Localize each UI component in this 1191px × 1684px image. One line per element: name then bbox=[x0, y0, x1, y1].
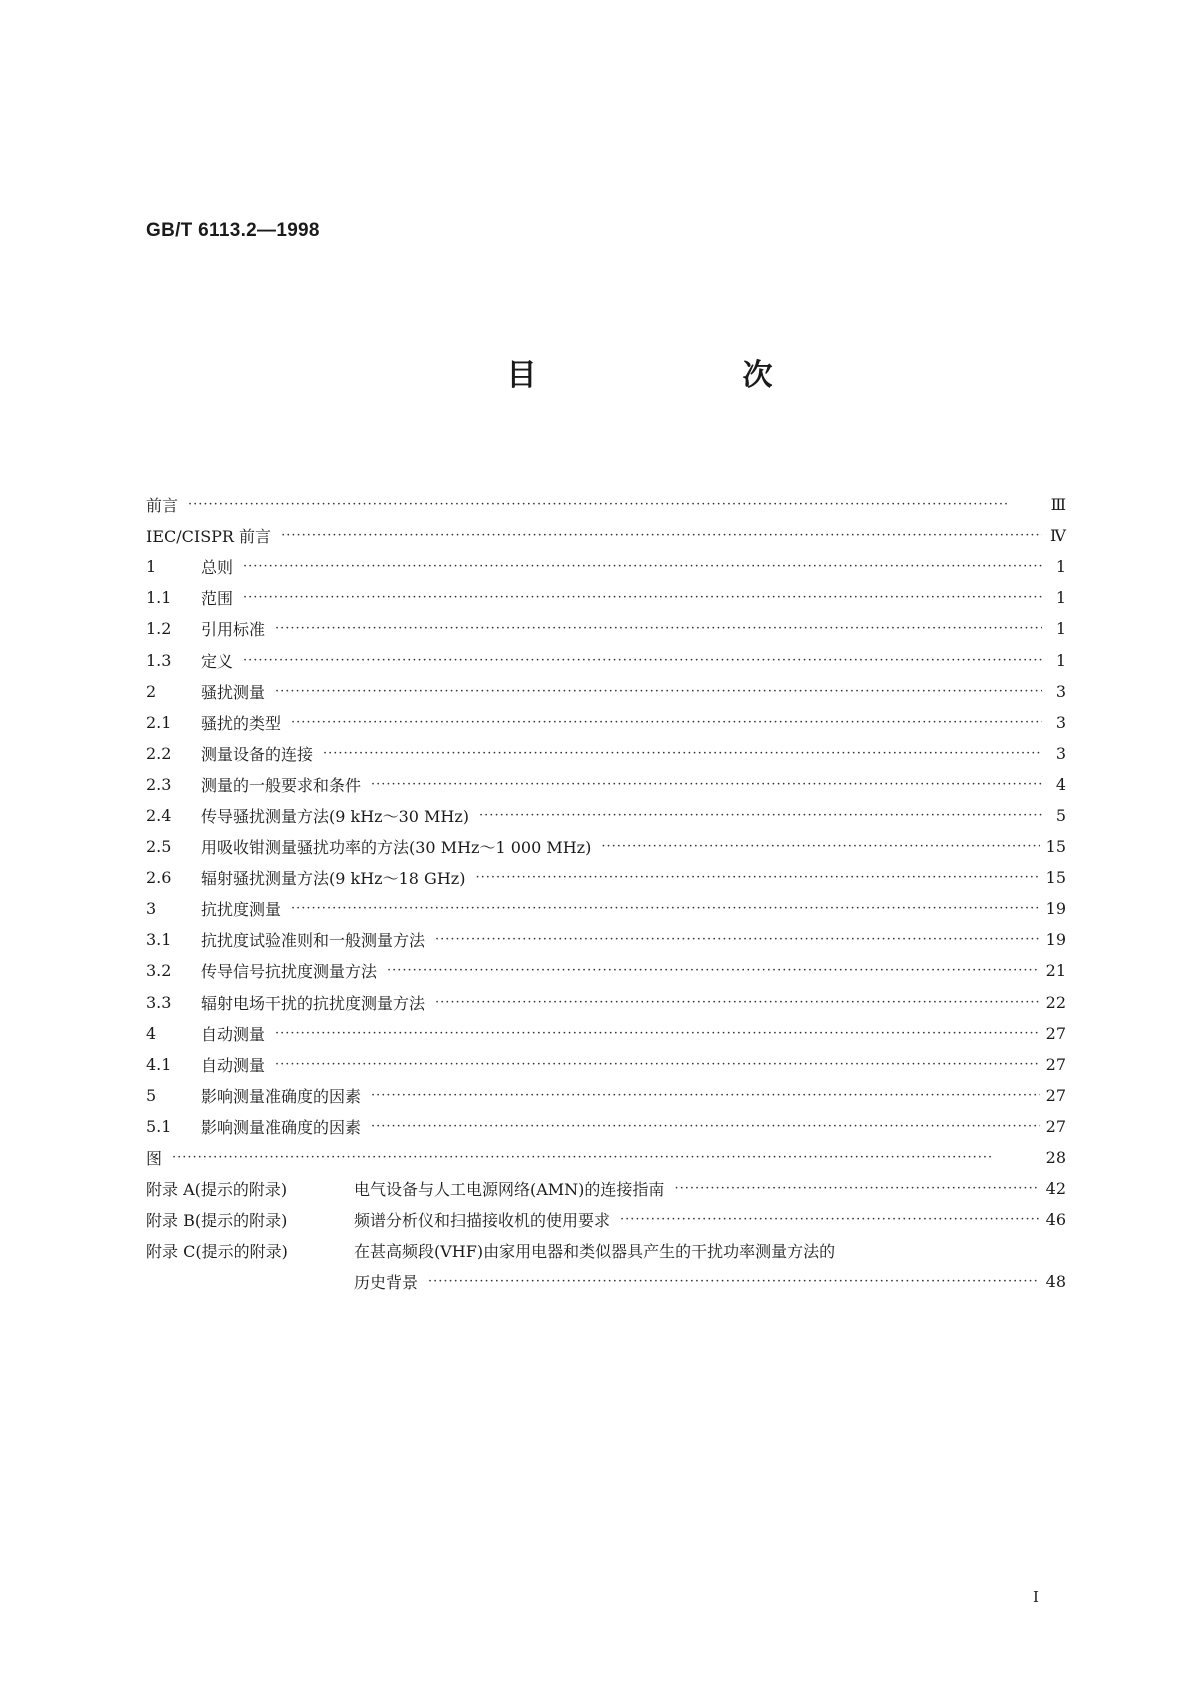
table-of-contents bbox=[146, 489, 1066, 1297]
toc-entry-label: 骚扰的类型 bbox=[201, 713, 282, 733]
toc-entry-number: 1 bbox=[146, 557, 157, 577]
toc-entry-page: 42 bbox=[1045, 1179, 1066, 1199]
toc-entry-page: 15 bbox=[1045, 837, 1066, 857]
toc-entry-number: 1.1 bbox=[146, 588, 172, 608]
toc-entry[interactable] bbox=[146, 893, 1066, 924]
toc-entry-label: 图 bbox=[146, 1149, 163, 1169]
toc-appendix-c[interactable] bbox=[146, 1235, 1066, 1266]
dot-leader bbox=[371, 1088, 1040, 1103]
toc-entry-page: 4 bbox=[1055, 774, 1066, 794]
toc-appendix-b[interactable] bbox=[146, 1204, 1066, 1235]
dot-leader bbox=[371, 777, 1042, 792]
dot-leader bbox=[275, 1057, 1040, 1072]
dot-leader bbox=[620, 1212, 1040, 1227]
dot-leader bbox=[479, 808, 1042, 823]
dot-leader bbox=[172, 1150, 1040, 1165]
toc-entry-number: 5 bbox=[146, 1085, 157, 1105]
page-number: I bbox=[1033, 1588, 1039, 1606]
toc-entry[interactable] bbox=[146, 769, 1066, 800]
toc-entry-number: 3.1 bbox=[146, 930, 172, 950]
toc-entry[interactable] bbox=[146, 489, 1066, 520]
toc-entry[interactable] bbox=[146, 924, 1066, 955]
dot-leader bbox=[291, 715, 1042, 730]
dot-leader bbox=[188, 497, 1042, 512]
dot-leader bbox=[281, 528, 1042, 543]
toc-entry-label: IEC/CISPR 前言 bbox=[146, 527, 272, 547]
toc-entry[interactable] bbox=[146, 613, 1066, 644]
toc-entry-page: 27 bbox=[1045, 1023, 1066, 1043]
toc-entry-label: 前言 bbox=[146, 496, 179, 516]
toc-entry-label: 自动测量 bbox=[201, 1055, 266, 1075]
toc-entry-label: 传导骚扰测量方法(9 kHz～30 MHz) bbox=[201, 806, 470, 826]
appendix-label: 在甚高频段(VHF)由家用电器和类似器具产生的干扰功率测量方法的 bbox=[354, 1242, 836, 1262]
toc-entry-number: 2.2 bbox=[146, 743, 172, 763]
toc-entry[interactable] bbox=[146, 1111, 1066, 1142]
toc-entry[interactable] bbox=[146, 987, 1066, 1018]
toc-entry-label: 总则 bbox=[201, 558, 234, 578]
toc-entry-page: 28 bbox=[1045, 1148, 1066, 1168]
dot-leader bbox=[291, 901, 1040, 916]
toc-entry-number: 2.3 bbox=[146, 774, 172, 794]
toc-entry-label: 定义 bbox=[201, 651, 234, 671]
appendix-label: 频谱分析仪和扫描接收机的使用要求 bbox=[354, 1211, 611, 1231]
appendix-prefix: 附录 A(提示的附录) bbox=[146, 1180, 288, 1200]
toc-entry-page: 3 bbox=[1055, 743, 1066, 763]
appendix-label: 电气设备与人工电源网络(AMN)的连接指南 bbox=[354, 1180, 665, 1200]
dot-leader bbox=[428, 1274, 1040, 1289]
toc-entry-label: 范围 bbox=[201, 589, 234, 609]
toc-entry[interactable] bbox=[146, 676, 1066, 707]
toc-entry-page: Ⅲ bbox=[1050, 495, 1066, 515]
toc-entry[interactable] bbox=[146, 955, 1066, 986]
standard-code: GB/T 6113.2—1998 bbox=[146, 220, 320, 241]
toc-entry-label: 测量设备的连接 bbox=[201, 744, 314, 764]
toc-entry[interactable] bbox=[146, 520, 1066, 551]
toc-entry-label: 测量的一般要求和条件 bbox=[201, 775, 362, 795]
toc-entry-number: 1.3 bbox=[146, 650, 172, 670]
toc-entry-number: 3.3 bbox=[146, 992, 172, 1012]
toc-entry-number: 2.4 bbox=[146, 805, 172, 825]
toc-entry-page: 27 bbox=[1045, 1085, 1066, 1105]
toc-entry[interactable] bbox=[146, 1018, 1066, 1049]
page-title: 目 次 bbox=[506, 358, 861, 393]
toc-entry-label: 抗扰度测量 bbox=[201, 900, 282, 920]
toc-entry[interactable] bbox=[146, 582, 1066, 613]
toc-entry[interactable] bbox=[146, 862, 1066, 893]
appendix-label-continued: 历史背景 bbox=[354, 1273, 419, 1293]
toc-entry-label: 影响测量准确度的因素 bbox=[201, 1117, 362, 1137]
toc-entry-number: 4 bbox=[146, 1023, 157, 1043]
toc-entry[interactable] bbox=[146, 1080, 1066, 1111]
dot-leader bbox=[674, 1181, 1039, 1196]
toc-entry-label: 辐射电场干扰的抗扰度测量方法 bbox=[201, 993, 426, 1013]
toc-entry-label: 影响测量准确度的因素 bbox=[201, 1086, 362, 1106]
dot-leader bbox=[435, 995, 1040, 1010]
dot-leader bbox=[243, 653, 1042, 668]
toc-entry-label: 传导信号抗扰度测量方法 bbox=[201, 962, 378, 982]
dot-leader bbox=[243, 590, 1042, 605]
toc-entry-number: 2.5 bbox=[146, 837, 172, 857]
toc-entry-page: 27 bbox=[1045, 1054, 1066, 1074]
toc-entry-number: 2.6 bbox=[146, 868, 172, 888]
toc-entry-label: 用吸收钳测量骚扰功率的方法(30 MHz～1 000 MHz) bbox=[201, 838, 592, 858]
toc-entry[interactable] bbox=[146, 831, 1066, 862]
toc-appendix-c-continued[interactable] bbox=[146, 1266, 1066, 1297]
dot-leader bbox=[435, 932, 1040, 947]
toc-entry-page: 15 bbox=[1045, 868, 1066, 888]
toc-entry[interactable] bbox=[146, 707, 1066, 738]
toc-entry-page: 46 bbox=[1045, 1210, 1066, 1230]
toc-entry[interactable] bbox=[146, 800, 1066, 831]
dot-leader bbox=[387, 963, 1040, 978]
dot-leader bbox=[371, 1119, 1040, 1134]
toc-entry-number: 2.1 bbox=[146, 712, 172, 732]
toc-entry-label: 辐射骚扰测量方法(9 kHz～18 GHz) bbox=[201, 869, 466, 889]
toc-entry-page: Ⅳ bbox=[1050, 526, 1066, 546]
toc-entry-page: 1 bbox=[1055, 588, 1066, 608]
appendix-prefix: 附录 C(提示的附录) bbox=[146, 1242, 288, 1262]
toc-entry[interactable] bbox=[146, 1142, 1066, 1173]
toc-entry-number: 4.1 bbox=[146, 1054, 172, 1074]
toc-entry[interactable] bbox=[146, 1049, 1066, 1080]
toc-entry-number: 3 bbox=[146, 899, 157, 919]
dot-leader bbox=[243, 559, 1042, 574]
toc-entry-number: 1.2 bbox=[146, 619, 172, 639]
toc-entry-page: 3 bbox=[1055, 712, 1066, 732]
toc-entry-page: 48 bbox=[1045, 1272, 1066, 1292]
dot-leader bbox=[601, 839, 1039, 854]
dot-leader bbox=[475, 870, 1039, 885]
dot-leader bbox=[275, 684, 1042, 699]
toc-entry-page: 19 bbox=[1045, 899, 1066, 919]
toc-entry-page: 27 bbox=[1045, 1116, 1066, 1136]
toc-entry-number: 2 bbox=[146, 681, 157, 701]
toc-entry-page: 21 bbox=[1045, 961, 1066, 981]
toc-entry-number: 5.1 bbox=[146, 1116, 172, 1136]
toc-entry-label: 自动测量 bbox=[201, 1024, 266, 1044]
dot-leader bbox=[323, 746, 1042, 761]
toc-entry-label: 抗扰度试验准则和一般测量方法 bbox=[201, 931, 426, 951]
toc-entry-page: 3 bbox=[1055, 681, 1066, 701]
toc-entry-number: 3.2 bbox=[146, 961, 172, 981]
toc-entry-page: 1 bbox=[1055, 650, 1066, 670]
toc-entry-label: 引用标准 bbox=[201, 620, 266, 640]
toc-entry[interactable] bbox=[146, 738, 1066, 769]
toc-entry[interactable] bbox=[146, 644, 1066, 675]
toc-entry[interactable] bbox=[146, 551, 1066, 582]
appendix-prefix: 附录 B(提示的附录) bbox=[146, 1211, 288, 1231]
toc-appendix-a[interactable] bbox=[146, 1173, 1066, 1204]
toc-entry-page: 1 bbox=[1055, 557, 1066, 577]
toc-entry-page: 5 bbox=[1055, 805, 1066, 825]
toc-entry-page: 1 bbox=[1055, 619, 1066, 639]
dot-leader bbox=[275, 621, 1042, 636]
toc-entry-page: 19 bbox=[1045, 930, 1066, 950]
toc-entry-page: 22 bbox=[1045, 992, 1066, 1012]
dot-leader bbox=[275, 1026, 1040, 1041]
toc-entry-label: 骚扰测量 bbox=[201, 682, 266, 702]
